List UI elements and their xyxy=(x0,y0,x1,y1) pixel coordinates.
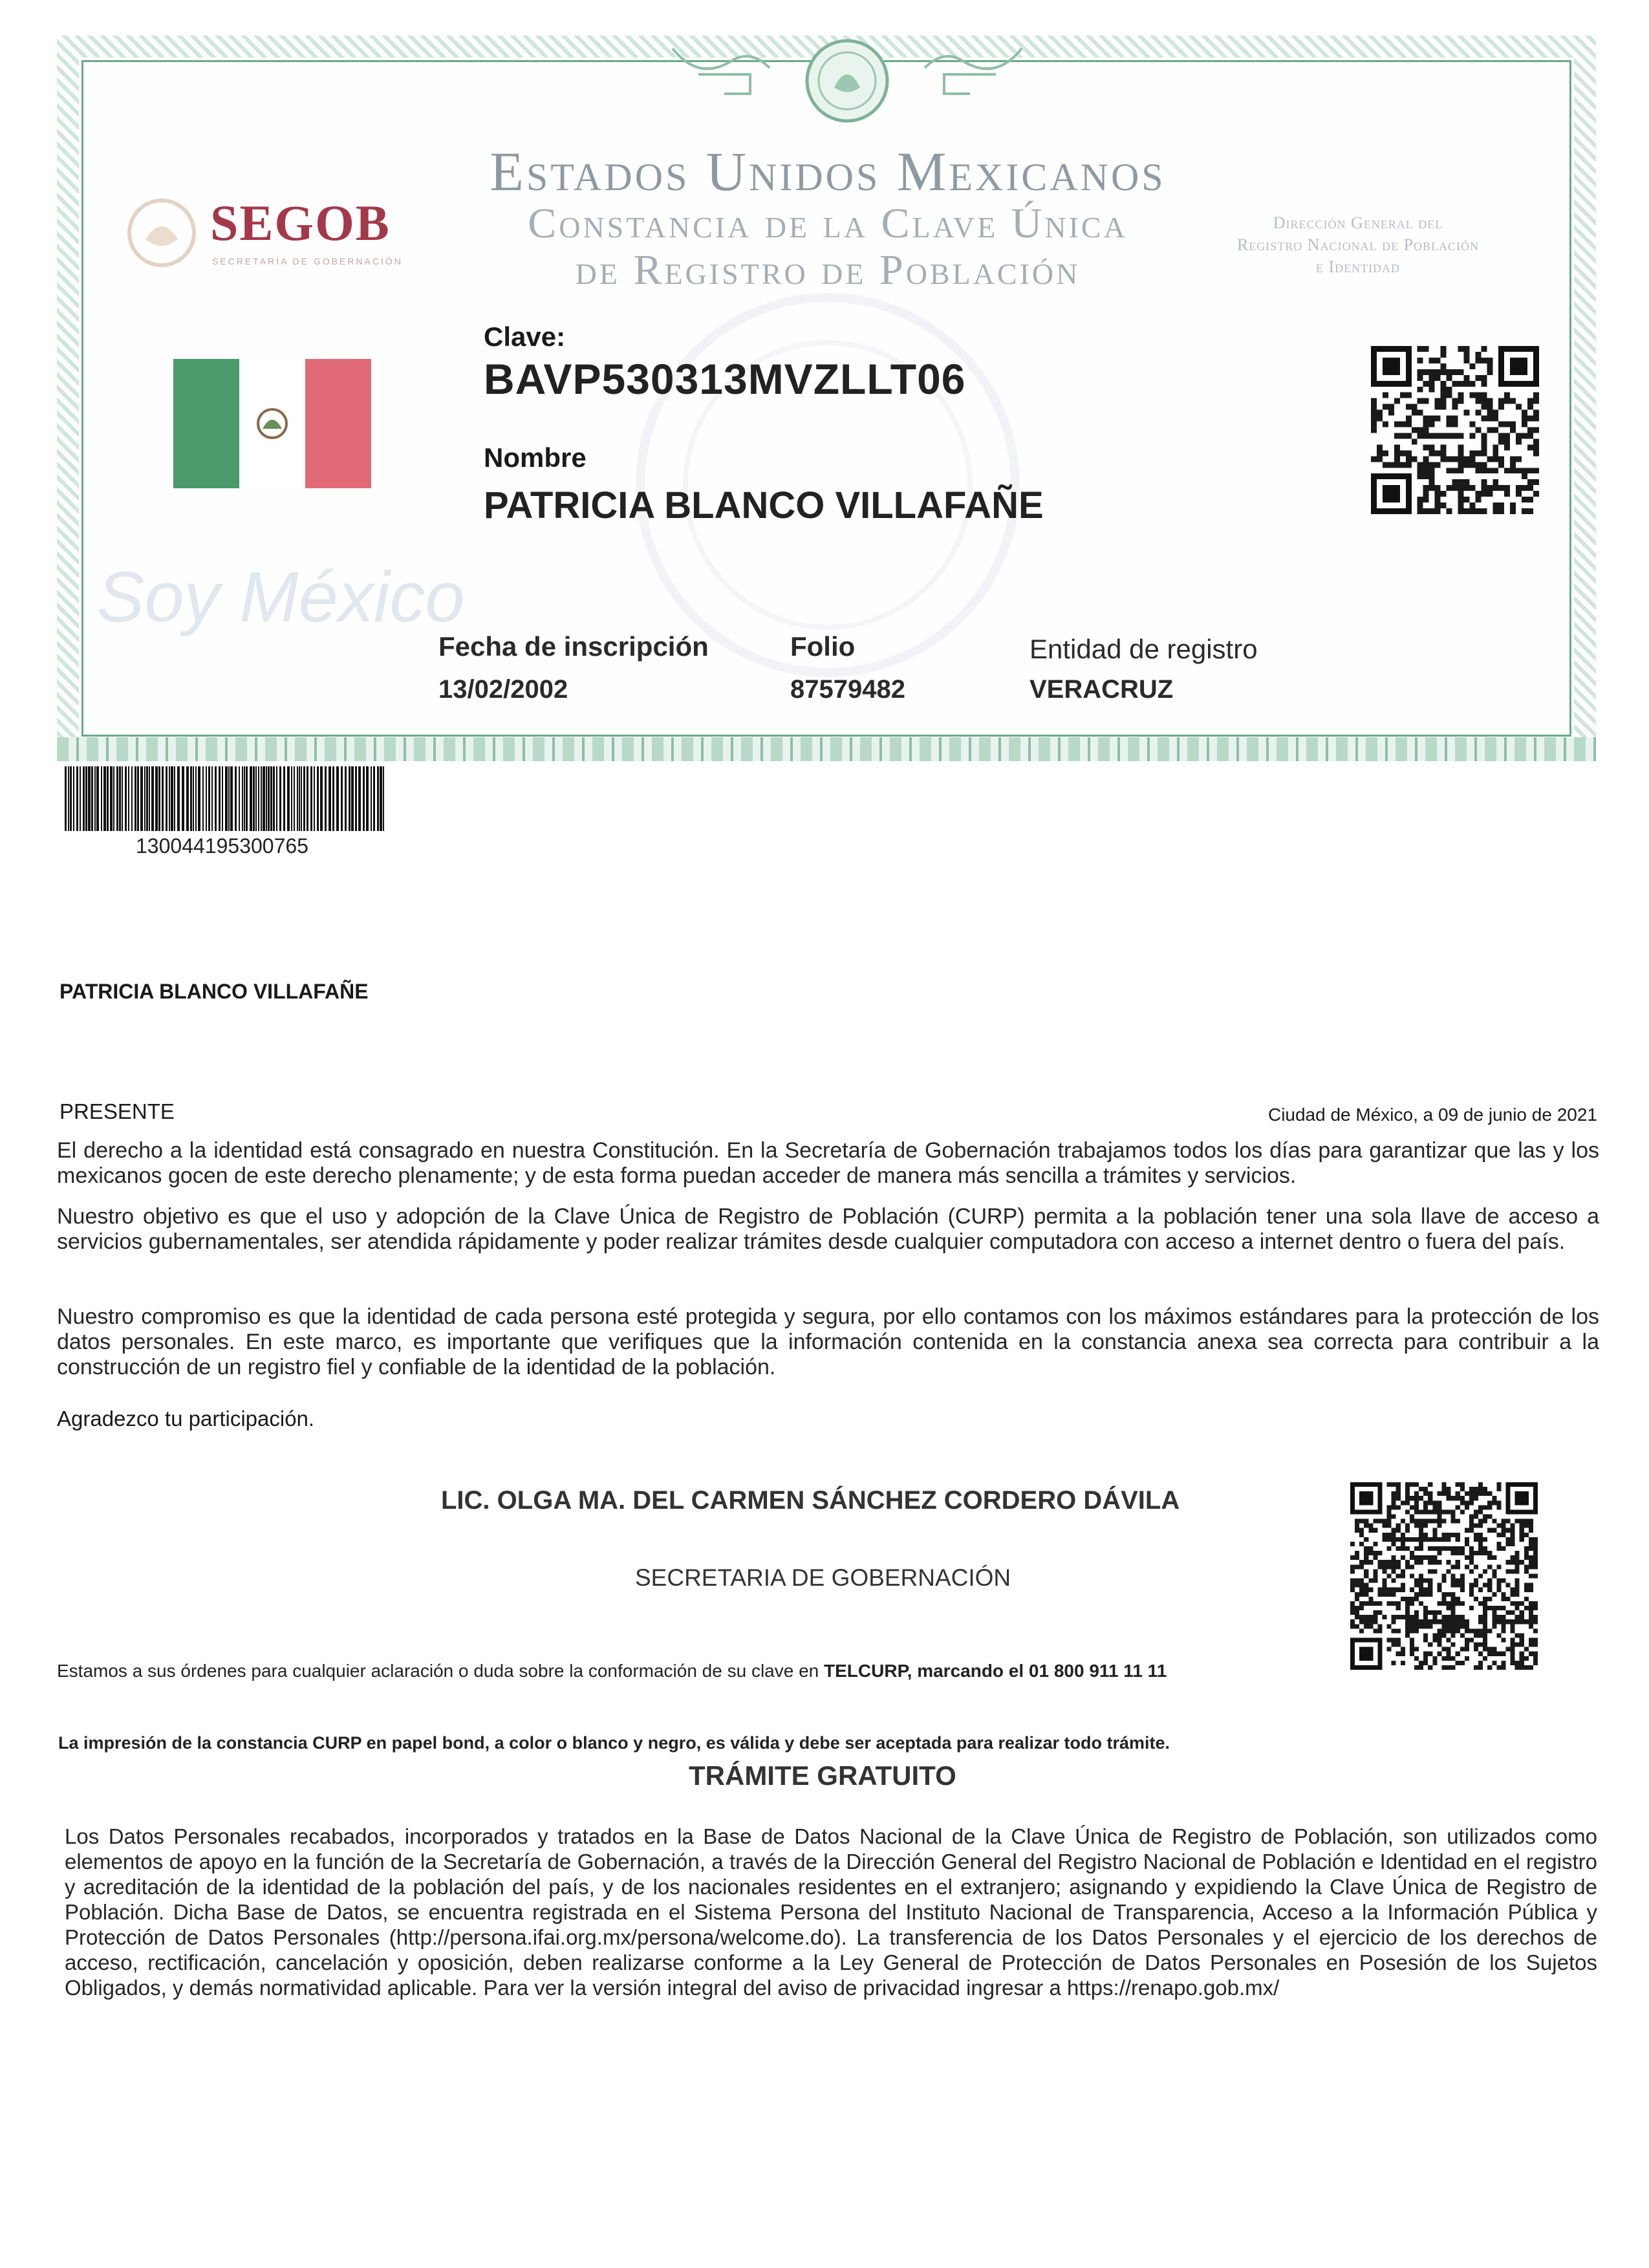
nombre-value: PATRICIA BLANCO VILLAFAÑE xyxy=(484,484,1044,526)
privacy-notice: Los Datos Personales recabados, incorporados y tratados en la Base de Datos Nacional de la Clave Única de Registro de Población, son utilizados como elementos de apoyo en la función de la Secretaría de Gobernación, a través de la Dirección General del Registro Nacional de Población e Identidad en el registro y acreditación de la identidad de la población del país, y de los nacionales residentes en el extranjero; asignando y expidiendo la Clave Única de Registro de Población. Dicha Base de Datos, se encuentra registrada en el Sistema Persona del Instituto Nacional de Transparencia, Acceso a la Información Pública y Protección de Datos Personales (http://persona.ifai.org.mx/persona/welcome.do). La transferencia de los Datos Personales y el ejercicio de los derechos de acceso, rectificación, cancelación y oposición, deben realizarse conforme a la Ley General de Protección de Datos Personales en Posesión de los Sujetos Obligados, y demás normatividad aplicable. Para ver la versión integral del aviso de privacidad ingresar a https://renapo.gob.mx/ xyxy=(65,1824,1597,2000)
nombre-label: Nombre xyxy=(484,442,587,473)
validity-note: La impresión de la constancia CURP en papel bond, a color o blanco y negro, es válida y debe ser aceptada para realizar todo trámite. xyxy=(58,1733,1170,1753)
entidad-registro-label: Entidad de registro xyxy=(1029,634,1258,664)
folio-value: 87579482 xyxy=(790,675,905,704)
clave-label: Clave: xyxy=(484,321,566,352)
telcurp-phone: TELCURP, marcando el 01 800 911 11 11 xyxy=(824,1661,1167,1681)
letter-paragraph-2: Nuestro objetivo es que el uso y adopción de la Clave Única de Registro de Población (CURP) permita a la población tener una sola llave de acceso a servicios gubernamentales, ser atendida rápidamente y poder realizar trámites desde cualquier computadora con acceso a internet dentro o fuera del país. xyxy=(57,1204,1599,1254)
signatory-name: LIC. OLGA MA. DEL CARMEN SÁNCHEZ CORDERO DÁVILA xyxy=(441,1486,1180,1515)
folio-label: Folio xyxy=(790,631,856,662)
fecha-inscripcion-value: 13/02/2002 xyxy=(438,675,568,704)
barcode-icon xyxy=(65,766,388,831)
agency-name-line-3: e Identidad xyxy=(1315,257,1401,276)
bottom-ornament-strip xyxy=(57,737,1596,761)
letter-paragraph-1: El derecho a la identidad está consagrado en nuestra Constitución. En la Secretaría de Gobernación trabajamos todos los días para garantizar que las y los mexicanos gocen de este derecho plenamente; y de esta forma puedan acceder de manera más sencilla a trámites y servicios. xyxy=(57,1138,1599,1188)
fecha-inscripcion-label: Fecha de inscripción xyxy=(438,631,709,662)
segob-subtitle: SECRETARÍA DE GOBERNACIÓN xyxy=(212,256,403,266)
place-date: Ciudad de México, a 09 de junio de 2021 xyxy=(1267,1105,1597,1125)
letter-paragraph-3: Nuestro compromiso es que la identidad de cada persona esté protegida y segura, por ello contamos con los máximos estándares para la protección de los datos personales. En este marco, es importante que verifiques que la información contenida en la constancia anexa sea correcta para contribuir a la construcción de un registro fiel y confiable de la identidad de la población. xyxy=(57,1304,1599,1379)
qr-code-icon xyxy=(1371,346,1539,514)
free-procedure-notice: TRÁMITE GRATUITO xyxy=(689,1760,956,1791)
agency-name-line-1: Dirección General del xyxy=(1273,213,1443,232)
agency-name-line-2: Registro Nacional de Población xyxy=(1236,235,1480,254)
document-title-line-2: de Registro de Población xyxy=(575,246,1081,294)
segob-logo: SEGOB xyxy=(210,195,391,251)
contact-text: Estamos a sus órdenes para cualquier aclaración o duda sobre la conformación de su clave en xyxy=(57,1661,824,1681)
barcode-number: 130044195300765 xyxy=(136,834,308,858)
clave-value: BAVP530313MVZLLT06 xyxy=(484,355,966,403)
mexico-flag-icon xyxy=(173,359,371,488)
closing-line: Agradezco tu participación. xyxy=(57,1407,315,1431)
signature-qr-code-icon xyxy=(1350,1482,1538,1670)
signatory-title: SECRETARIA DE GOBERNACIÓN xyxy=(635,1564,1011,1591)
soy-mexico-watermark: Soy México xyxy=(97,557,465,637)
document-title-line-1: Constancia de la Clave Única xyxy=(528,200,1128,247)
country-title: Estados Unidos Mexicanos xyxy=(490,140,1166,202)
national-seal-icon xyxy=(660,36,1035,133)
contact-line xyxy=(57,1661,1167,1681)
entidad-registro-value: VERACRUZ xyxy=(1029,675,1174,704)
segob-seal-icon xyxy=(113,194,210,272)
presente-label: PRESENTE xyxy=(59,1099,175,1123)
addressee-name: PATRICIA BLANCO VILLAFAÑE xyxy=(59,980,369,1003)
